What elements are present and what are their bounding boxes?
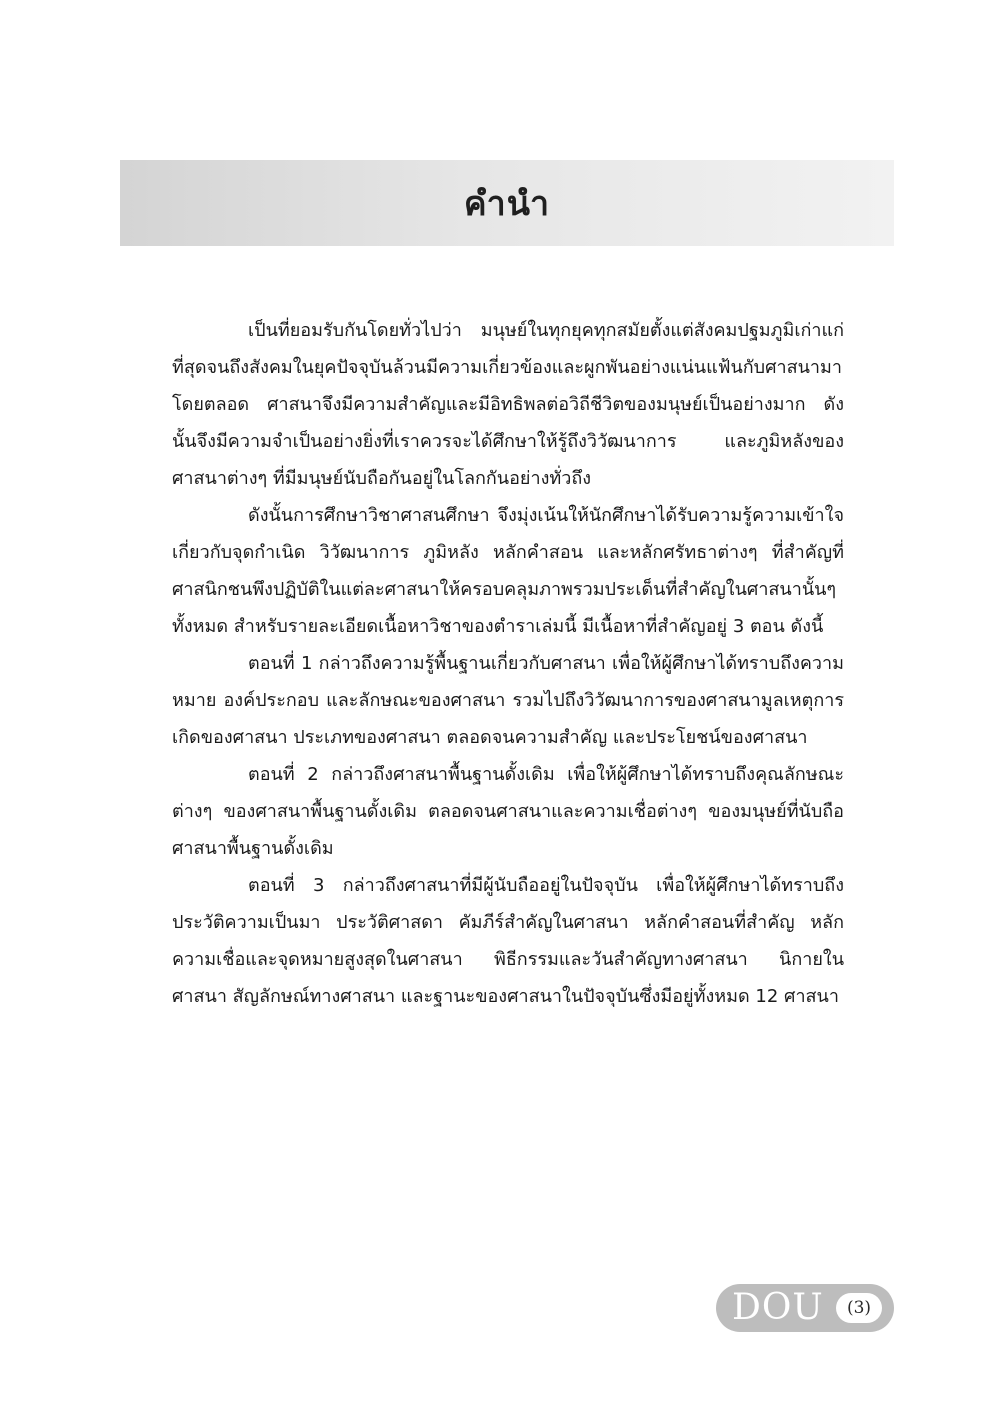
- footer-badge: [716, 1284, 894, 1332]
- paragraph: ตอนที่ 1 กล่าวถึงความรู้พื้นฐานเกี่ยวกับศาสนา เพื่อให้ผู้ศึกษาได้ทราบถึงความหมาย องค์ประกอบ และลักษณะของศาสนา รวมไปถึงวิวัฒนาการของศาสนามูลเหตุการเกิดของศาสนา ประเภทของศาสนา ตลอดจนความสำคัญ และประโยชน์ของศาสนา: [172, 653, 844, 748]
- preface-body: [172, 312, 844, 1015]
- title-banner: [120, 160, 894, 246]
- paragraph: เป็นที่ยอมรับกันโดยทั่วไปว่า มนุษย์ในทุกยุคทุกสมัยตั้งแต่สังคมปฐมภูมิเก่าแก่ที่สุดจนถึงสังคมในยุคปัจจุบันล้วนมีความเกี่ยวข้องและผูกพันอย่างแน่นแฟ้นกับศาสนามาโดยตลอด ศาสนาจึงมีความสำคัญและมีอิทธิพลต่อวิถีชีวิตของมนุษย์เป็นอย่างมาก ดังนั้นจึงมีความจำเป็นอย่างยิ่งที่เราควรจะได้ศึกษาให้รู้ถึงวิวัฒนาการ และภูมิหลังของศาสนาต่างๆ ที่มีมนุษย์นับถือกันอยู่ในโลกกันอย่างทั่วถึง: [172, 320, 844, 489]
- paragraph: ตอนที่ 2 กล่าวถึงศาสนาพื้นฐานดั้งเดิม เพื่อให้ผู้ศึกษาได้ทราบถึงคุณลักษณะต่างๆ ของศาสนาพื้นฐานดั้งเดิม ตลอดจนศาสนาและความเชื่อต่างๆ ของมนุษย์ที่นับถือศาสนาพื้นฐานดั้งเดิม: [172, 764, 844, 859]
- dou-logo-text: DOU: [732, 1287, 824, 1328]
- page-number: (3): [836, 1293, 882, 1323]
- paragraph: ตอนที่ 3 กล่าวถึงศาสนาที่มีผู้นับถืออยู่ในปัจจุบัน เพื่อให้ผู้ศึกษาได้ทราบถึงประวัติความเป็นมา ประวัติศาสดา คัมภีร์สำคัญในศาสนา หลักคำสอนที่สำคัญ หลักความเชื่อและจุดหมายสูงสุดในศาสนา พิธีกรรมและวันสำคัญทางศาสนา นิกายในศาสนา สัญลักษณ์ทางศาสนา และฐานะของศาสนาในปัจจุบันซึ่งมีอยู่ทั้งหมด 12 ศาสนา: [172, 875, 844, 1007]
- page-title: คำนำ: [463, 184, 551, 224]
- paragraph: ดังนั้นการศึกษาวิชาศาสนศึกษา จึงมุ่งเน้นให้นักศึกษาได้รับความรู้ความเข้าใจเกี่ยวกับจุดกำเนิด วิวัฒนาการ ภูมิหลัง หลักคำสอน และหลักศรัทธาต่างๆ ที่สำคัญที่ศาสนิกชนพึงปฏิบัติในแต่ละศาสนาให้ครอบคลุมภาพรวมประเด็นที่สำคัญในศาสนานั้นๆ ทั้งหมด สำหรับรายละเอียดเนื้อหาวิชาของตำราเล่มนี้ มีเนื้อหาที่สำคัญอยู่ 3 ตอน ดังนี้: [172, 505, 844, 637]
